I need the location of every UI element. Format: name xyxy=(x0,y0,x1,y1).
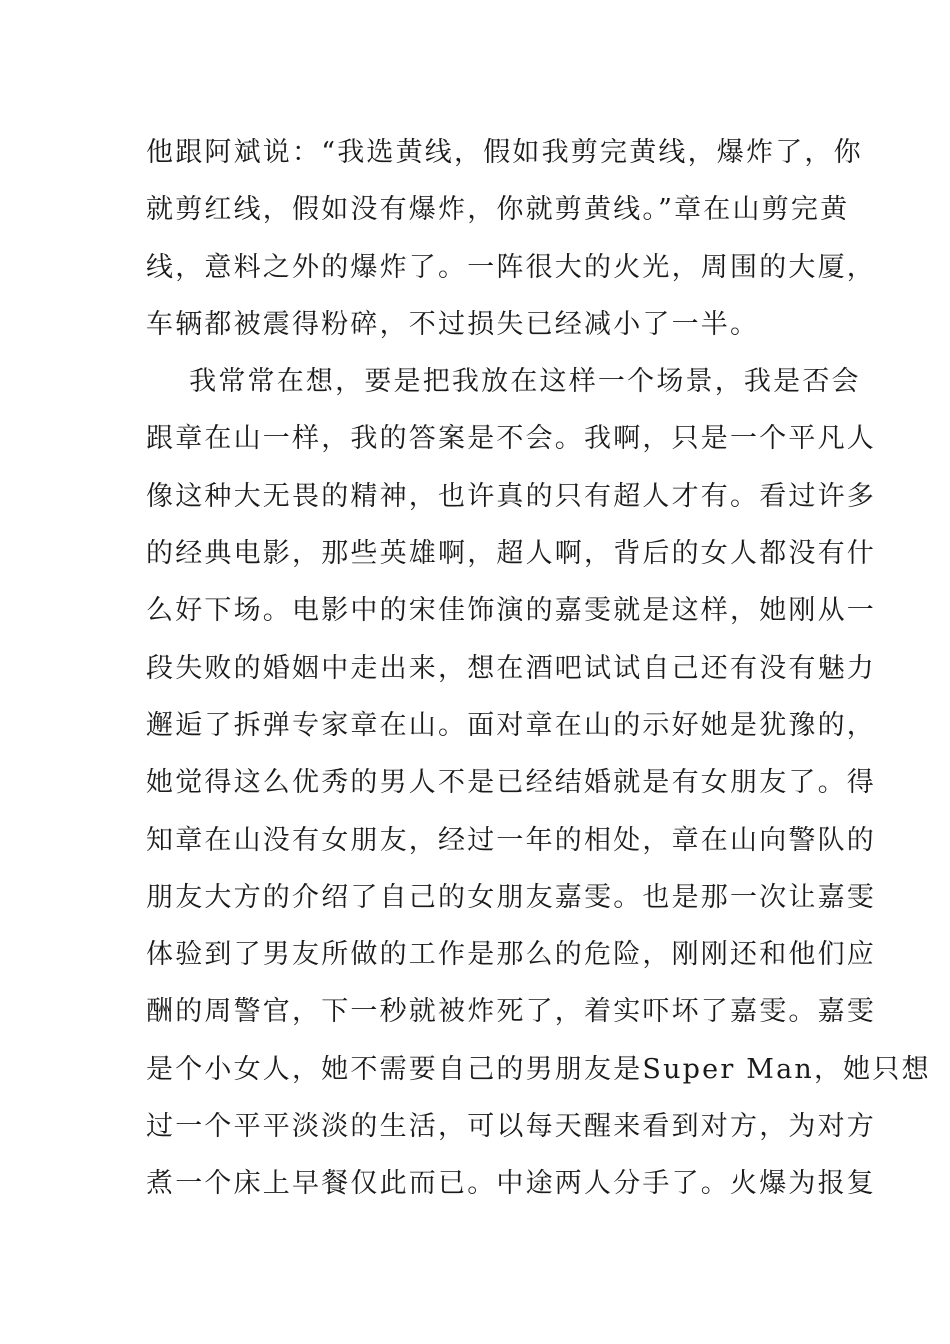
text-line: 就剪红线，假如没有爆炸，你就剪黄线。”章在山剪完黄 xyxy=(146,194,850,226)
text-line: 朋友大方的介绍了自己的女朋友嘉雯。也是那一次让嘉雯 xyxy=(146,881,876,913)
text-line: 的经典电影，那些英雄啊，超人啊，背后的女人都没有什 xyxy=(146,538,876,570)
text-line: 邂逅了拆弹专家章在山。面对章在山的示好她是犹豫的， xyxy=(146,709,876,741)
text-line: 跟章在山一样，我的答案是不会。我啊，只是一个平凡人 xyxy=(146,423,876,455)
text-line: 过一个平平淡淡的生活，可以每天醒来看到对方，为对方 xyxy=(146,1111,876,1143)
text-line: 她觉得这么优秀的男人不是已经结婚就是有女朋友了。得 xyxy=(146,767,876,799)
text-line: 我常常在想，要是把我放在这样一个场景，我是否会 xyxy=(146,366,861,398)
text-line: 段失败的婚姻中走出来，想在酒吧试试自己还有没有魅力 xyxy=(146,652,876,684)
text-line: 他跟阿斌说：“我选黄线，假如我剪完黄线，爆炸了，你 xyxy=(146,137,863,168)
text-line: 体验到了男友所做的工作是那么的危险，刚刚还和他们应 xyxy=(146,939,876,971)
text-line: 像这种大无畏的精神，也许真的只有超人才有。看过许多 xyxy=(146,480,876,512)
text-line: 是个小女人，她不需要自己的男朋友是Super Man，她只想 xyxy=(146,1053,931,1085)
body-text xyxy=(146,128,931,1217)
text-line: 线，意料之外的爆炸了。一阵很大的火光，周围的大厦， xyxy=(146,251,876,283)
text-line: 车辆都被震得粉碎，不过损失已经减小了一半。 xyxy=(146,308,760,340)
text-line: 酬的周警官，下一秒就被炸死了，着实吓坏了嘉雯。嘉雯 xyxy=(146,996,876,1028)
text-line: 么好下场。电影中的宋佳饰演的嘉雯就是这样，她刚从一 xyxy=(146,595,876,627)
text-line: 知章在山没有女朋友，经过一年的相处，章在山向警队的 xyxy=(146,824,876,856)
text-line: 煮一个床上早餐仅此而已。中途两人分手了。火爆为报复 xyxy=(146,1168,876,1200)
